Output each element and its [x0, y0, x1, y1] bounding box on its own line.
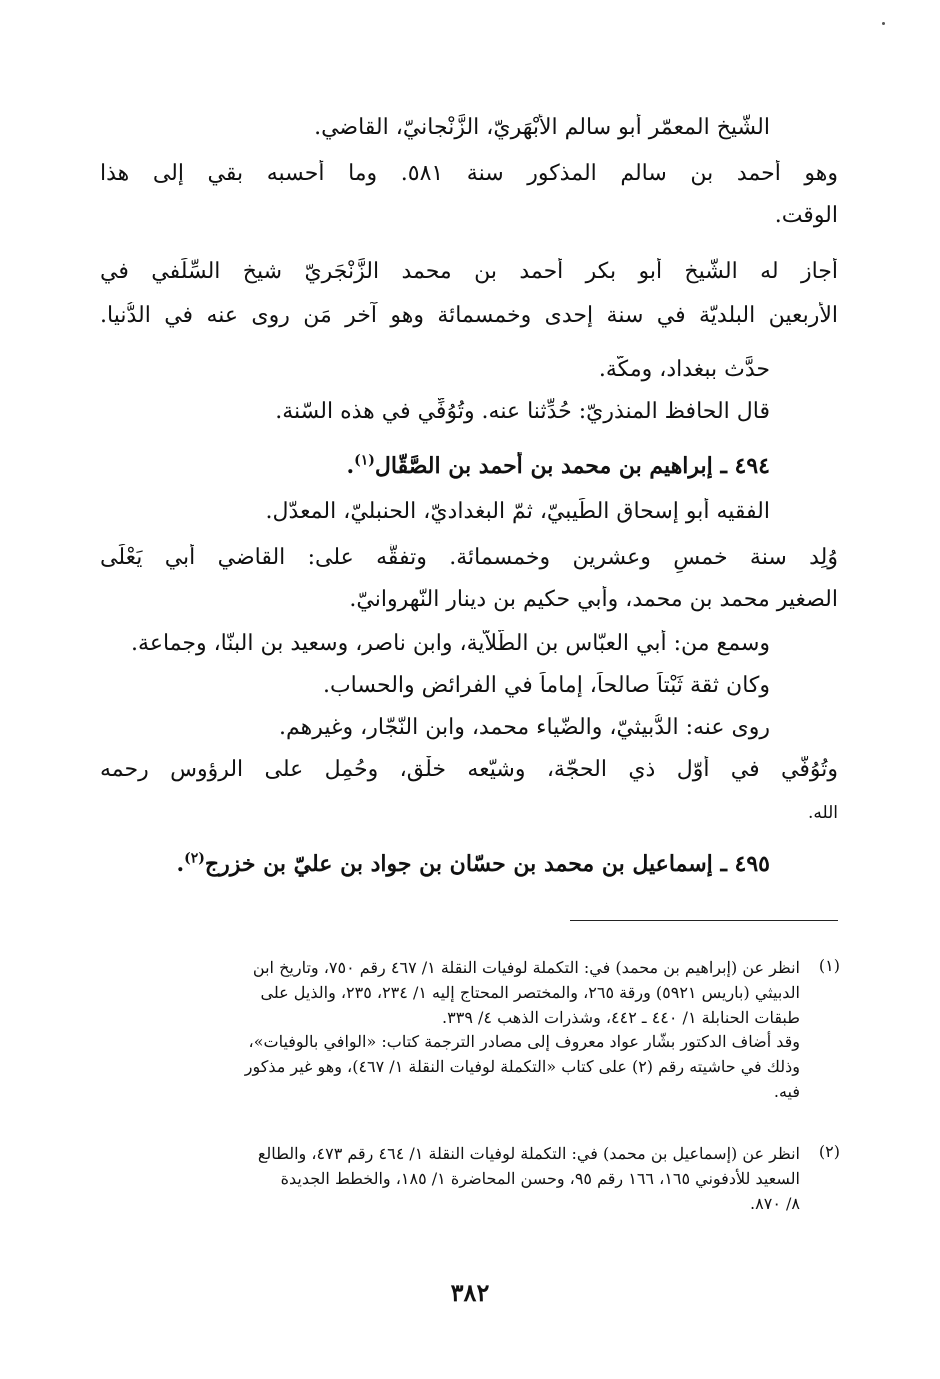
text-line: الشّيخ المعمّر أبو سالم الأَبْهَريّ، الزَّنْجانيّ، القاضي. — [314, 115, 770, 140]
text-line: أجاز له الشّيخ أبو بكر أحمد بن محمد الزَّنْجَريّ شيخ السِّلَفي في — [100, 259, 838, 284]
footnote-line: انظر عن (إبراهيم بن محمد) في: التكملة لوفيات النقلة ١/ ٤٦٧ رقم ٧٥٠، وتاريخ ابن — [252, 958, 800, 977]
footnote-ref: (١) — [354, 452, 375, 469]
footnote-line: الدبيثي (باريس ٥٩٢١) ورقة ٢٦٥، والمختصر المحتاج إليه ١/ ٢٣٤، ٢٣٥، والذيل على — [260, 982, 800, 1002]
footnote-number: (١) — [818, 956, 840, 975]
footnote-line: وذلك في حاشيته رقم (٢) على كتاب «التكملة لوفيات النقلة ١/ ٤٦٧)، وهو غير مذكور — [244, 1057, 800, 1077]
text-line: الصغير محمد بن محمد، وأبي حكيم بن دينار النّهروانيّ. — [349, 587, 838, 612]
footnote-1 — [100, 956, 800, 1105]
footnote-line: انظر عن (إسماعيل بن محمد) في: التكملة لوفيات النقلة ١/ ٤٦٤ رقم ٤٧٣، والطالع — [257, 1144, 800, 1163]
text-line: الفقيه أبو إسحاق الطِّيبيّ، ثمّ البغداديّ، الحنبليّ، المعدّل. — [265, 499, 770, 524]
entry-heading-495: ٤٩٥ ـ إسماعيل بن محمد بن حسّان بن جواد بن عليّ بن خزرج$^{(٢)}$. — [176, 850, 770, 877]
text-line: وتُوُفّي في أوّل ذي الحجّة، وشيّعه خلْق، وحُمِل على الرؤوس رحمه — [100, 757, 838, 782]
footnote-line: وقد أضاف الدكتور بشّار عواد معروف إلى مصادر الترجمة كتاب: «الوافي بالوفيات»، — [248, 1032, 800, 1052]
text-line: وهو أحمد بن سالم المذكور سنة ٥٨١. وما أحسبه بقي إلى هذا — [100, 161, 838, 186]
footnote-line: السعيد للأدفوني ١٦٥، ١٦٦ رقم ٩٥، وحسن المحاضرة ١/ ١٨٥، والخطط الجديدة — [280, 1168, 800, 1188]
text-line: قال الحافظ المنذريّ: حُدِّثنا عنه. وتُوُفِّي في هذه السّنة. — [275, 399, 770, 424]
footnote-divider — [570, 920, 838, 921]
text-line: وُلِد سنة خمسٍ وعشرين وخمسمائة. وتفقَّه على: القاضي أبي يَعْلَى — [100, 545, 838, 570]
page-number: ٣٨٢ — [450, 1278, 490, 1307]
footnote-number: (٢) — [818, 1142, 840, 1161]
footnote-line: طبقات الحنابلة ١/ ٤٤٠ ـ ٤٤٢، وشذرات الذهب ٤/ ٣٣٩. — [442, 1007, 800, 1027]
text-line: حدَّث ببغداد، ومكّة. — [598, 357, 770, 382]
text-line: الله. — [807, 803, 838, 823]
text-line: وكان ثقة ثَبْتاً صالحاً، إماماً في الفرائض والحساب. — [322, 673, 770, 698]
entry-heading-text: ٤٩٥ ـ إسماعيل بن محمد بن حسّان بن جواد بن عليّ بن خزرج — [204, 851, 770, 877]
footnote-ref: (٢) — [184, 850, 205, 867]
text-line: وسمع من: أبي العبّاس بن الطّلاّية، وابن ناصر، وسعيد بن البنّا، وجماعة. — [131, 631, 770, 656]
footnote-line: ٨/ ٨٧٠. — [750, 1193, 800, 1213]
entry-heading-494: ٤٩٤ ـ إبراهيم بن محمد بن أحمد بن الصَّقّال$^{(١)}$. — [346, 452, 770, 479]
text-line: الوقت. — [774, 203, 838, 228]
text-line: الأربعين البلديّة في سنة إحدى وخمسمائة وهو آخر مَن روى عنه في الدُّنيا. — [100, 303, 838, 328]
entry-heading-text: ٤٩٤ ـ إبراهيم بن محمد بن أحمد بن الصَّقّال — [374, 453, 770, 479]
footnote-line: فيه. — [773, 1081, 800, 1101]
footnote-2 — [100, 1142, 800, 1216]
scan-speck — [882, 22, 885, 25]
text-line: روى عنه: الدُّبيثيّ، والضّياء محمد، وابن النّجّار، وغيرهم. — [279, 715, 770, 740]
